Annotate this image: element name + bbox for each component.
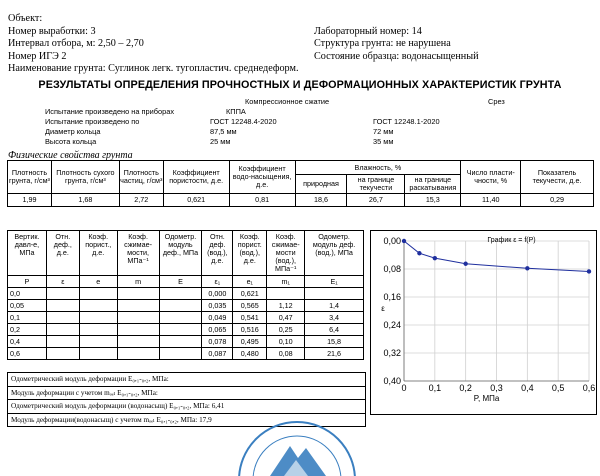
- y-tick-label: 0,08: [383, 264, 401, 274]
- table-cell: [117, 288, 159, 300]
- test-results-table: [7, 230, 364, 360]
- y-tick-label: 0,24: [383, 320, 401, 330]
- table-cell: 1,12: [267, 300, 305, 312]
- hdr-moisture-liquid: на границе текучести: [347, 175, 405, 194]
- hdr-saturation: Коэффициент водо-насыщения, д.е.: [229, 161, 295, 194]
- data-point: [525, 266, 529, 270]
- val-porosity: 0,621: [163, 194, 229, 207]
- table-cell: 0,078: [202, 336, 233, 348]
- hdr-density: Плотность грунта, г/см³: [8, 161, 52, 194]
- val-density: 1,99: [8, 194, 52, 207]
- table-cell: 0,4: [8, 336, 47, 348]
- ring-height-label: Высота кольца: [45, 137, 97, 146]
- table-cell: [117, 300, 159, 312]
- table-cell: [117, 348, 159, 360]
- sampling-interval: Интервал отбора, м: 2,50 – 2,70: [8, 38, 144, 49]
- table-cell: 0,065: [202, 324, 233, 336]
- table-row: [8, 288, 364, 300]
- y-tick-label: 0,16: [383, 292, 401, 302]
- modulus-line: Одометрический модуль деформации E₀,₁-₀,₂, МПа:: [8, 373, 365, 387]
- table-cell: 0,25: [267, 324, 305, 336]
- table-cell: [267, 288, 305, 300]
- test-col-header: Отн. деф., д.е.: [46, 231, 79, 276]
- table-cell: 0,495: [233, 336, 267, 348]
- lab-number: Лабораторный номер: 14: [314, 26, 422, 37]
- modulus-line: Модуль деформации(водонасыщ) с учетом mₒₑₗ E₀,₁-₀,₂, МПа: 17,9: [11, 415, 212, 424]
- well-number: Номер выработки: 3: [8, 26, 96, 37]
- test-col-header: Одометр. модуль деф. (вод.), МПа: [305, 231, 364, 276]
- table-cell: 21,6: [305, 348, 364, 360]
- table-cell: 0,08: [267, 348, 305, 360]
- ige-number: Номер ИГЭ 2: [8, 51, 67, 62]
- modulus-line: Модуль деформации с учетом mₒₑₗ E₀,₁-₀,₂, МПа:: [8, 387, 365, 401]
- test-col-symbol: ε₁: [202, 276, 233, 288]
- data-point: [587, 269, 591, 273]
- test-col-symbol: P: [8, 276, 47, 288]
- sample-state: Состояние образца: водонасыщенный: [314, 51, 479, 62]
- table-cell: 0,480: [233, 348, 267, 360]
- soil-structure: Структура грунта: не нарушена: [314, 38, 451, 49]
- table-cell: [159, 312, 202, 324]
- table-row: [8, 300, 364, 312]
- table-cell: 0,516: [233, 324, 267, 336]
- table-cell: 0,541: [233, 312, 267, 324]
- hdr-plasticity: Число пласти-чности, %: [461, 161, 521, 194]
- table-cell: [46, 288, 79, 300]
- table-row: [8, 336, 364, 348]
- test-col-symbol: e: [79, 276, 117, 288]
- y-axis-label: ε: [381, 304, 385, 313]
- test-standard-compression: ГОСТ 12248.4-2020: [210, 117, 277, 126]
- x-axis-label: P, МПа: [473, 394, 500, 403]
- physical-properties-heading: Физические свойства грунта: [8, 150, 133, 161]
- x-tick-label: 0: [401, 383, 407, 393]
- test-col-header: Коэф. порист. (вод.), д.е.: [233, 231, 267, 276]
- val-plasticity: 11,40: [461, 194, 521, 207]
- val-liquidity: 0,29: [521, 194, 594, 207]
- hdr-moisture-natural: природная: [295, 175, 347, 194]
- hdr-moisture-plastic: на границе раскатывания: [405, 175, 461, 194]
- modulus-line: Одометрический модуль деформации (водонасыщ) E₀,₁-₀,₂, МПа: 6,41: [8, 400, 365, 414]
- ring-diameter-label: Диаметр кольца: [45, 127, 101, 136]
- table-cell: [159, 336, 202, 348]
- table-cell: [159, 348, 202, 360]
- table-cell: 0,1: [8, 312, 47, 324]
- val-dry-density: 1,68: [51, 194, 119, 207]
- table-cell: 0,087: [202, 348, 233, 360]
- seal-stamp: [232, 412, 362, 476]
- x-tick-label: 0,3: [490, 383, 503, 393]
- test-col-header: Отн. деф. (вод.), д.е.: [202, 231, 233, 276]
- table-row: [8, 312, 364, 324]
- test-col-symbol: e₁: [233, 276, 267, 288]
- table-row: [8, 348, 364, 360]
- y-tick-label: 0,40: [383, 376, 401, 386]
- table-cell: [79, 300, 117, 312]
- table-cell: [79, 288, 117, 300]
- hdr-particle-density: Плотность частиц, г/см³: [119, 161, 163, 194]
- table-cell: [79, 336, 117, 348]
- test-col-symbol: m: [117, 276, 159, 288]
- ring-diameter-shear: 72 мм: [373, 127, 394, 136]
- strain-chart-svg: [371, 231, 596, 414]
- table-cell: 0,10: [267, 336, 305, 348]
- ring-height-shear: 35 мм: [373, 137, 394, 146]
- page-title: РЕЗУЛЬТАТЫ ОПРЕДЕЛЕНИЯ ПРОЧНОСТНЫХ И ДЕФОРМАЦИОННЫХ ХАРАКТЕРИСТИК ГРУНТА: [38, 79, 562, 91]
- test-col-header: Вертик. давл-е, МПа: [8, 231, 47, 276]
- table-cell: [305, 288, 364, 300]
- table-cell: [159, 288, 202, 300]
- table-cell: 0,6: [8, 348, 47, 360]
- table-cell: [117, 324, 159, 336]
- table-cell: [46, 300, 79, 312]
- data-point: [402, 239, 406, 243]
- table-cell: [79, 348, 117, 360]
- table-cell: 3,4: [305, 312, 364, 324]
- table-cell: [46, 336, 79, 348]
- table-cell: [117, 336, 159, 348]
- table-cell: 0,2: [8, 324, 47, 336]
- test-col-symbol: E: [159, 276, 202, 288]
- table-cell: [159, 324, 202, 336]
- val-moisture-plastic: 15,3: [405, 194, 461, 207]
- table-cell: 6,4: [305, 324, 364, 336]
- table-cell: 0,565: [233, 300, 267, 312]
- x-tick-label: 0,1: [428, 383, 442, 393]
- ring-diameter-compression: 87,5 мм: [210, 127, 237, 136]
- hdr-dry-density: Плотность сухого грунта, г/см³: [51, 161, 119, 194]
- test-col-symbol: ε: [46, 276, 79, 288]
- hdr-moisture: Влажность, %: [295, 161, 461, 175]
- y-tick-label: 0,32: [383, 348, 401, 358]
- strain-chart: [370, 230, 597, 415]
- data-point: [463, 262, 467, 266]
- soil-name: Наименование грунта: Суглинок легк. тугопластич. среднедеформ.: [8, 63, 299, 74]
- table-row: [8, 324, 364, 336]
- col-shear: Срез: [488, 97, 505, 106]
- table-cell: [46, 312, 79, 324]
- table-cell: [79, 324, 117, 336]
- data-point: [417, 251, 421, 255]
- test-col-header: Одометр. модуль деф., МПа: [159, 231, 202, 276]
- table-cell: [46, 324, 79, 336]
- data-point: [433, 256, 437, 260]
- table-cell: 0,05: [8, 300, 47, 312]
- x-tick-label: 0,6: [582, 383, 596, 393]
- test-standard-label: Испытание произведено по: [45, 117, 140, 126]
- test-col-header: Коэф. порист., д.е.: [79, 231, 117, 276]
- col-compression: Компрессионное сжатие: [245, 97, 330, 106]
- test-standard-shear: ГОСТ 12248.1-2020: [373, 117, 440, 126]
- table-cell: 15,8: [305, 336, 364, 348]
- table-cell: 0,035: [202, 300, 233, 312]
- chart-title: График ε = f(P): [487, 237, 536, 244]
- test-col-symbol: E₁: [305, 276, 364, 288]
- table-cell: 0,000: [202, 288, 233, 300]
- x-tick-label: 0,2: [459, 383, 472, 393]
- val-particle-density: 2,72: [119, 194, 163, 207]
- test-col-symbol: m₁: [267, 276, 305, 288]
- table-cell: 0,049: [202, 312, 233, 324]
- physical-properties-table: [7, 160, 594, 207]
- table-cell: [117, 312, 159, 324]
- ring-height-compression: 25 мм: [210, 137, 231, 146]
- y-tick-label: 0,00: [383, 236, 401, 246]
- x-tick-label: 0,4: [521, 383, 534, 393]
- table-cell: [159, 300, 202, 312]
- object-label: Объект:: [8, 13, 43, 24]
- test-device-compression: КППА: [226, 107, 246, 116]
- x-tick-label: 0,5: [551, 383, 565, 393]
- table-cell: 0,0: [8, 288, 47, 300]
- val-saturation: 0,81: [229, 194, 295, 207]
- table-cell: 0,47: [267, 312, 305, 324]
- test-device-label: Испытание произведено на приборах: [45, 107, 175, 116]
- hdr-liquidity: Показатель текучести, д.е.: [521, 161, 594, 194]
- table-cell: [46, 348, 79, 360]
- hdr-porosity: Коэффициент пористости, д.е.: [163, 161, 229, 194]
- val-moisture-liquid: 26,7: [347, 194, 405, 207]
- table-cell: [79, 312, 117, 324]
- test-col-header: Коэф. сжимае-мости, МПа⁻¹: [117, 231, 159, 276]
- test-col-header: Коэф. сжимае-мости (вод.), МПа⁻¹: [267, 231, 305, 276]
- table-cell: 1,4: [305, 300, 364, 312]
- val-moisture-natural: 18,6: [295, 194, 347, 207]
- table-cell: 0,621: [233, 288, 267, 300]
